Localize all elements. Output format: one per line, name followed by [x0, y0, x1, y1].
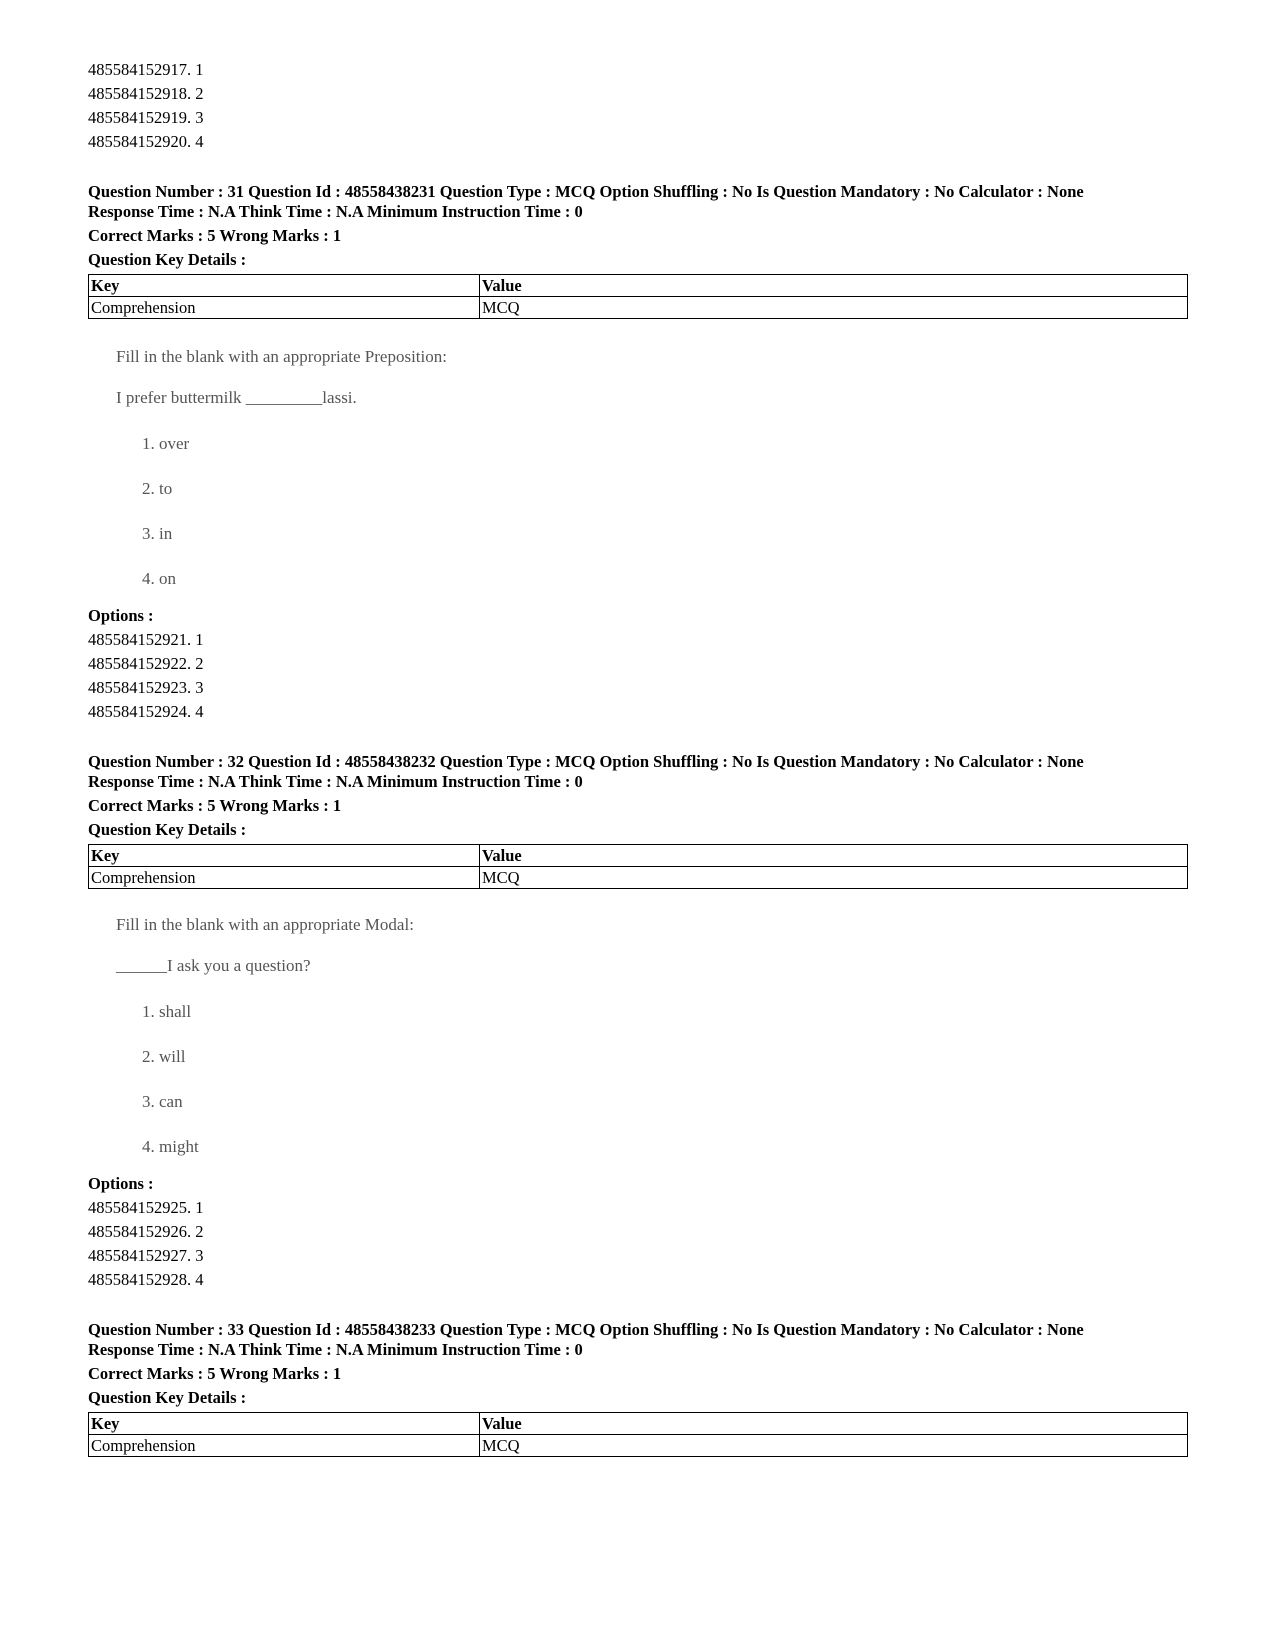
answer-choice: 2. to: [142, 479, 173, 498]
question-timing: Response Time : N.A Think Time : N.A Minimum Instruction Time : 0: [88, 772, 583, 791]
table-header-value: Value: [480, 1413, 1188, 1435]
table-header-value: Value: [480, 845, 1188, 867]
answer-choice: 3. in: [142, 524, 173, 543]
question-prompt: Fill in the blank with an appropriate Modal:: [116, 915, 414, 934]
table-header-key: Key: [89, 275, 480, 297]
options-label: Options :: [88, 606, 154, 625]
option-item: 485584152928. 4: [88, 1270, 204, 1289]
options-label: Options :: [88, 1174, 154, 1193]
table-header-row: [89, 1413, 1188, 1435]
key-details-label: Question Key Details :: [88, 250, 247, 269]
table-header-row: [89, 845, 1188, 867]
table-cell-key: Comprehension: [89, 867, 480, 889]
table-cell-key: Comprehension: [89, 297, 480, 319]
key-details-label: Question Key Details :: [88, 820, 247, 839]
answer-choice: 1. over: [142, 434, 190, 453]
option-item: 485584152920. 4: [88, 132, 204, 151]
table-header-key: Key: [89, 845, 480, 867]
question-block-32: [88, 752, 1188, 1292]
question-image: [116, 911, 1188, 1172]
option-item: 485584152918. 2: [88, 84, 204, 103]
question-marks: Correct Marks : 5 Wrong Marks : 1: [88, 226, 342, 245]
document-page: [88, 58, 1188, 1457]
answer-choice: 2. will: [142, 1047, 186, 1066]
table-header-key: Key: [89, 1413, 480, 1435]
answer-choice: 3. can: [142, 1092, 183, 1111]
answer-choice: 4. on: [142, 569, 176, 588]
answer-choice: 4. might: [142, 1137, 199, 1156]
table-cell-value: MCQ: [480, 867, 1188, 889]
question-timing: Response Time : N.A Think Time : N.A Minimum Instruction Time : 0: [88, 202, 583, 221]
table-cell-key: Comprehension: [89, 1435, 480, 1457]
question-image: [116, 343, 1188, 604]
question-timing: Response Time : N.A Think Time : N.A Minimum Instruction Time : 0: [88, 1340, 583, 1359]
option-item: 485584152926. 2: [88, 1222, 204, 1241]
option-item: 485584152925. 1: [88, 1198, 204, 1217]
question-sentence: I prefer buttermilk _________lassi.: [116, 388, 357, 407]
key-details-table: [88, 274, 1188, 319]
question-block-31: [88, 182, 1188, 724]
answer-choice: 1. shall: [142, 1002, 192, 1021]
question-header: Question Number : 32 Question Id : 48558438232 Question Type : MCQ Option Shuffling : No Is Question Mandatory : No Calculator : None: [88, 752, 1084, 771]
question-block-33: [88, 1320, 1188, 1457]
question-prompt: Fill in the blank with an appropriate Preposition:: [116, 347, 447, 366]
table-row: [89, 297, 1188, 319]
table-header-row: [89, 275, 1188, 297]
question-header: Question Number : 31 Question Id : 48558438231 Question Type : MCQ Option Shuffling : No Is Question Mandatory : No Calculator : None: [88, 182, 1084, 201]
table-cell-value: MCQ: [480, 1435, 1188, 1457]
top-options-list: [88, 58, 1188, 154]
key-details-table: [88, 844, 1188, 889]
key-details-table: [88, 1412, 1188, 1457]
table-header-value: Value: [480, 275, 1188, 297]
option-item: 485584152924. 4: [88, 702, 204, 721]
option-item: 485584152923. 3: [88, 678, 204, 697]
question-marks: Correct Marks : 5 Wrong Marks : 1: [88, 1364, 342, 1383]
option-item: 485584152922. 2: [88, 654, 204, 673]
question-header: Question Number : 33 Question Id : 48558438233 Question Type : MCQ Option Shuffling : No Is Question Mandatory : No Calculator : None: [88, 1320, 1084, 1339]
key-details-label: Question Key Details :: [88, 1388, 247, 1407]
table-row: [89, 1435, 1188, 1457]
table-row: [89, 867, 1188, 889]
option-item: 485584152921. 1: [88, 630, 204, 649]
table-cell-value: MCQ: [480, 297, 1188, 319]
option-item: 485584152917. 1: [88, 60, 204, 79]
option-item: 485584152927. 3: [88, 1246, 204, 1265]
question-sentence: ______I ask you a question?: [116, 956, 311, 975]
question-marks: Correct Marks : 5 Wrong Marks : 1: [88, 796, 342, 815]
option-item: 485584152919. 3: [88, 108, 204, 127]
